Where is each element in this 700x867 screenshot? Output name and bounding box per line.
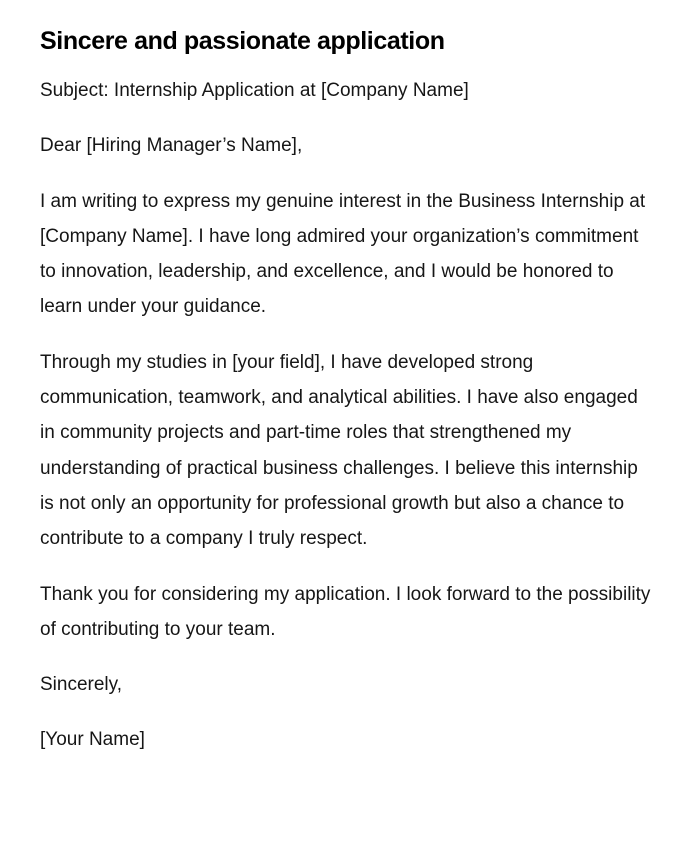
closing: Sincerely, [40,674,123,696]
body-paragraph-skills: Through my studies in [your field], I have developed strong communication, teamwork, and analytical abilities. I have also engaged in community projects and part-time roles that strengthened my understanding of practical business challenges. I believe this internship is not only an opportunity for professional growth but also a chance to contribute to a company I truly respect. [40,351,638,550]
body-paragraph-intro: I am writing to express my genuine interest in the Business Internship at [Company Name]. I have long admired your organization’s commitment to innovation, leadership, and excellence, and I would be honored to learn under your guidance. [40,190,646,318]
signature: [Your Name] [40,729,145,751]
greeting: Dear [Hiring Manager’s Name], [40,135,303,157]
body-paragraph-thanks: Thank you for considering my application. I look forward to the possibility of contributing to your team. [40,583,651,640]
letter-document [40,24,652,778]
document-title: Sincere and passionate application [40,27,445,55]
subject-line: Subject: Internship Application at [Company Name] [40,80,469,101]
